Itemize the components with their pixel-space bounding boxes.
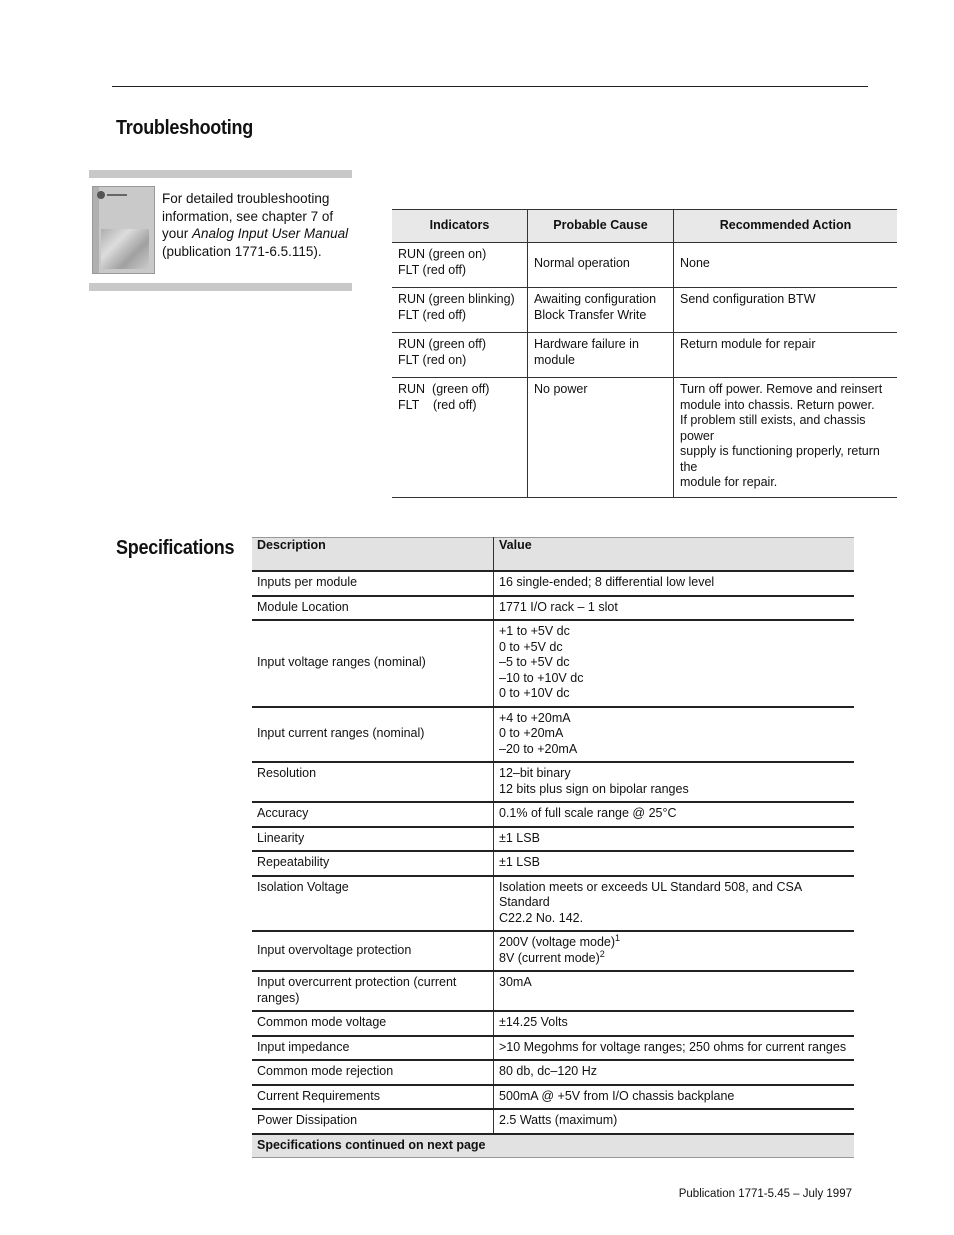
spec-description: Common mode rejection — [252, 1060, 494, 1085]
spec-description: Isolation Voltage — [252, 876, 494, 932]
table-row — [252, 762, 854, 802]
spec-value: 80 db, dc–120 Hz — [494, 1060, 855, 1085]
header-recommended-action: Recommended Action — [674, 210, 898, 243]
spec-description: Input impedance — [252, 1036, 494, 1061]
spec-description: Repeatability — [252, 851, 494, 876]
table-footer-row — [252, 1134, 854, 1158]
table-row — [252, 620, 854, 707]
spec-description: Common mode voltage — [252, 1011, 494, 1036]
spec-description: Accuracy — [252, 802, 494, 827]
spec-value: ±1 LSB — [494, 827, 855, 852]
spec-description: Input overvoltage protection — [252, 931, 494, 971]
troubleshooting-heading: Troubleshooting — [116, 117, 253, 139]
indicators-cell: RUN (green off) FLT (red on) — [392, 333, 528, 378]
spec-value: 16 single-ended; 8 differential low level — [494, 571, 855, 596]
footnote-marker: 2 — [599, 948, 605, 959]
cause-cell: Awaiting configuration Block Transfer Write — [528, 288, 674, 333]
header-indicators: Indicators — [392, 210, 528, 243]
cause-cell: No power — [528, 378, 674, 498]
action-cell: Turn off power. Remove and reinsert module into chassis. Return power. If problem still exists, and chassis power supply is functioning properly, return the module for repair. — [674, 378, 898, 498]
indicators-cell: RUN (green on) FLT (red off) — [392, 243, 528, 288]
spec-value: 200V (voltage mode)$^1$ 8V (current mode)$^2$ — [494, 931, 855, 971]
spec-value: 12–bit binary 12 bits plus sign on bipolar ranges — [494, 762, 855, 802]
action-cell: None — [674, 243, 898, 288]
spec-description: Resolution — [252, 762, 494, 802]
action-cell: Return module for repair — [674, 333, 898, 378]
table-row — [252, 971, 854, 1011]
spec-value: >10 Megohms for voltage ranges; 250 ohms for current ranges — [494, 1036, 855, 1061]
specifications-table — [252, 537, 854, 1158]
manual-book-icon — [92, 186, 155, 274]
table-row — [392, 378, 897, 498]
table-header-row — [252, 538, 854, 572]
footnote-marker: 1 — [615, 932, 621, 943]
table-row — [392, 288, 897, 333]
spec-description: Inputs per module — [252, 571, 494, 596]
spec-description: Input current ranges (nominal) — [252, 707, 494, 763]
cause-cell: Normal operation — [528, 243, 674, 288]
spec-description: Linearity — [252, 827, 494, 852]
spec-description: Input voltage ranges (nominal) — [252, 620, 494, 707]
indicators-cell: RUN (green blinking) FLT (red off) — [392, 288, 528, 333]
spec-value: ±1 LSB — [494, 851, 855, 876]
table-row — [252, 571, 854, 596]
header-rule — [112, 86, 868, 87]
table-row — [252, 827, 854, 852]
continued-note: Specifications continued on next page — [252, 1134, 854, 1158]
spec-value: +4 to +20mA 0 to +20mA –20 to +20mA — [494, 707, 855, 763]
table-row — [252, 1060, 854, 1085]
table-row — [252, 1036, 854, 1061]
note-bar-bottom — [89, 283, 352, 291]
cause-cell: Hardware failure in module — [528, 333, 674, 378]
action-cell: Send configuration BTW — [674, 288, 898, 333]
spec-value: 30mA — [494, 971, 855, 1011]
spec-description: Input overcurrent protection (current ranges) — [252, 971, 494, 1011]
table-header-row — [392, 210, 897, 243]
table-row — [252, 1085, 854, 1110]
indicators-cell: RUN (green off) FLT (red off) — [392, 378, 528, 498]
note-bar-top — [89, 170, 352, 178]
table-row — [252, 596, 854, 621]
troubleshooting-note: For detailed troubleshooting information, see chapter 7 of your Analog Input User Manual (publication 1771-6.5.115). — [162, 191, 349, 259]
specifications-heading: Specifications — [116, 537, 235, 559]
spec-value: 2.5 Watts (maximum) — [494, 1109, 855, 1134]
table-row — [392, 243, 897, 288]
publication-footer: Publication 1771-5.45 – July 1997 — [678, 1188, 852, 1200]
spec-value: 1771 I/O rack – 1 slot — [494, 596, 855, 621]
table-row — [252, 1109, 854, 1134]
table-row — [252, 851, 854, 876]
spec-value: 0.1% of full scale range @ 25°C — [494, 802, 855, 827]
spec-description: Power Dissipation — [252, 1109, 494, 1134]
header-probable-cause: Probable Cause — [528, 210, 674, 243]
table-row — [252, 707, 854, 763]
spec-value: 500mA @ +5V from I/O chassis backplane — [494, 1085, 855, 1110]
header-description: Description — [252, 538, 494, 572]
manual-title: Analog Input User Manual — [192, 226, 349, 241]
spec-value: Isolation meets or exceeds UL Standard 508, and CSA Standard C22.2 No. 142. — [494, 876, 855, 932]
table-row — [252, 1011, 854, 1036]
table-row — [392, 333, 897, 378]
spec-description: Module Location — [252, 596, 494, 621]
table-row — [252, 876, 854, 932]
troubleshooting-table — [392, 209, 897, 498]
table-row — [252, 802, 854, 827]
header-value: Value — [494, 538, 855, 572]
table-row — [252, 931, 854, 971]
spec-value: +1 to +5V dc 0 to +5V dc –5 to +5V dc –10 to +10V dc 0 to +10V dc — [494, 620, 855, 707]
spec-value: ±14.25 Volts — [494, 1011, 855, 1036]
spec-description: Current Requirements — [252, 1085, 494, 1110]
